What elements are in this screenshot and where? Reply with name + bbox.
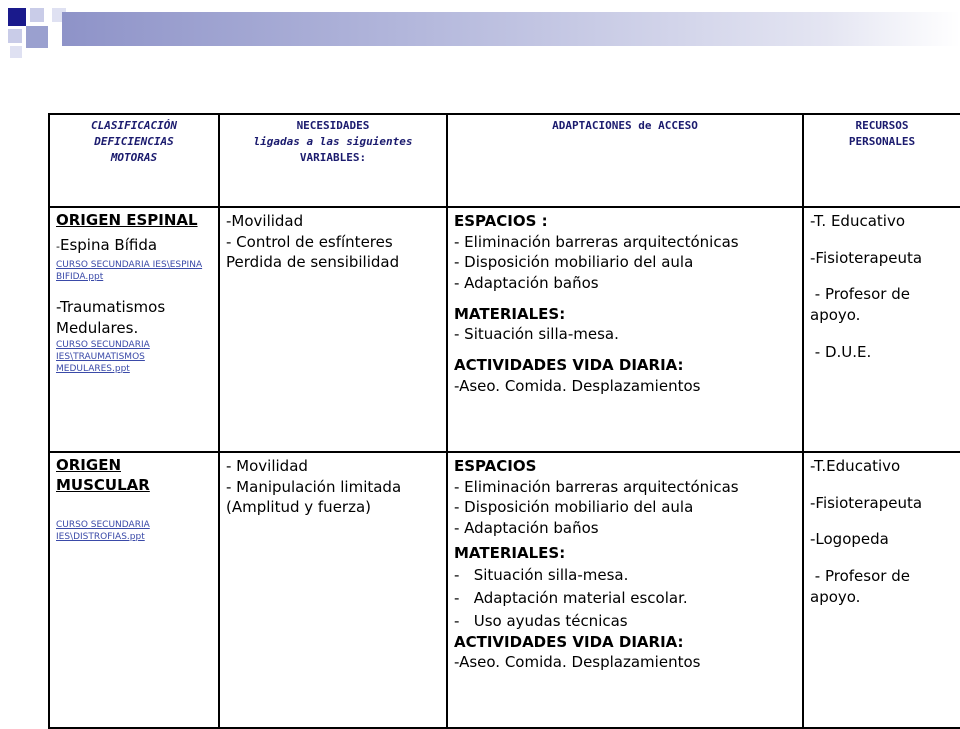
ppt-link[interactable]: CURSO SECUNDARIA IES\TRAUMATISMOS MEDULARES.ppt [56, 339, 150, 375]
deco-square-light [8, 29, 22, 43]
row-title: ORIGEN ESPINAL [56, 211, 198, 229]
cell-adaptaciones: ESPACIOS : - Eliminación barreras arquitectónicas - Disposición mobiliario del aula - Adaptación baños MATERIALES: - Situación silla-mesa. ACTIVIDADES VIDA DIARIA: -Aseo. Comida. Desplazamientos [447, 207, 803, 452]
row-title: ORIGEN MUSCULAR [56, 456, 150, 494]
header-necesidades: NECESIDADES ligadas a las siguientes VARIABLES: [219, 114, 447, 207]
cell-recursos: -T.Educativo -Fisioterapeuta -Logopeda - Profesor de apoyo. [803, 452, 960, 728]
classification-table [48, 113, 960, 729]
cell-adaptaciones: ESPACIOS - Eliminación barreras arquitectónicas - Disposición mobiliario del aula - Adaptación baños MATERIALES: - Situación silla-mesa. - Adaptación material escolar. - Uso ayudas técnicas ACTIVIDADES VIDA DIARIA: -Aseo. Comida. Desplazamientos [447, 452, 803, 728]
table-row [49, 452, 960, 728]
cell-clasificacion [49, 452, 219, 728]
deco-square-dark [8, 8, 26, 26]
deco-square-mid [26, 26, 48, 48]
header-recursos: RECURSOS PERSONALES [803, 114, 960, 207]
header-adaptaciones: ADAPTACIONES de ACCESO [447, 114, 803, 207]
cell-necesidades: -Movilidad - Control de esfínteres Perdida de sensibilidad [219, 207, 447, 452]
ppt-link[interactable]: CURSO SECUNDARIA IES\ESPINA BIFIDA.ppt [56, 260, 203, 283]
header-clasificacion: CLASIFICACIÓN DEFICIENCIAS MOTORAS [49, 114, 219, 207]
cell-recursos: -T. Educativo -Fisioterapeuta - Profesor de apoyo. - D.U.E. [803, 207, 960, 452]
deco-square-light [30, 8, 44, 22]
table-header-row [49, 114, 960, 207]
deco-square-pale [10, 46, 22, 58]
table-row [49, 207, 960, 452]
ppt-link[interactable]: CURSO SECUNDARIA IES\DISTROFIAS.ppt [56, 520, 150, 543]
cell-necesidades: - Movilidad - Manipulación limitada (Amplitud y fuerza) [219, 452, 447, 728]
header-gradient-bar [62, 12, 960, 46]
cell-clasificacion: ORIGEN ESPINAL -Espina Bífida CURSO SECUNDARIA IES\ESPINA BIFIDA.ppt -Traumatismos Medulares. CURSO SECUNDARIA IES\TRAUMATISMOS MEDULARES.ppt [49, 207, 219, 452]
